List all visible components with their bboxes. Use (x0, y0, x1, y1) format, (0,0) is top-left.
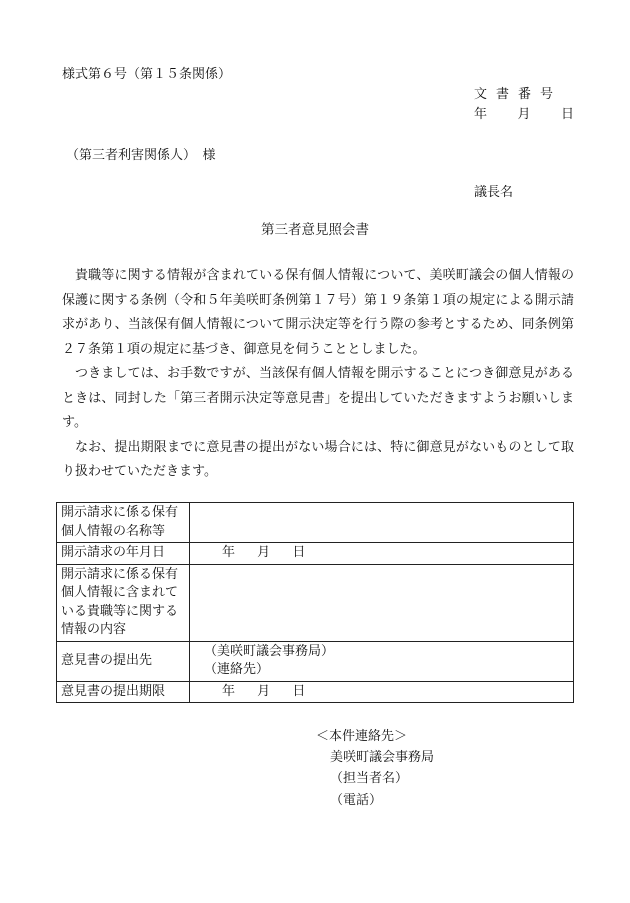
body-paragraph-1: 貴職等に関する情報が含まれている保有個人情報について、美咲町議会の個人情報の保護に関する条例（令和５年美咲町条例第１７号）第１９条第１項の規定による開示請求があり、当該保有個人情報について開示決定等を行う際の参考とするため、同条例第２７条第１項の規定に基づき、御意見を伺うこととしました。 (62, 268, 574, 357)
date-day: 日 (560, 107, 574, 122)
submit-to-contact: （連絡先） (204, 662, 270, 677)
date-month: 月 (517, 107, 531, 122)
table-value-deadline (190, 681, 574, 703)
body-paragraph-2: つきましては、お手数ですが、当該保有個人情報を開示することにつき御意見があるときは、同封した「第三者開示決定等意見書」を提出していただきますようお願いします。 (62, 366, 574, 430)
document-number: 文書番号 (474, 87, 563, 102)
submit-to-office: （美咲町議会事務局） (204, 643, 335, 659)
table-label-deadline: 意見書の提出期限 (57, 681, 190, 703)
document-date (474, 108, 574, 121)
table-row (57, 503, 574, 543)
deadline-year: 年 (222, 683, 236, 699)
table-value-request-date (190, 543, 574, 565)
document-title: 第三者意見照会書 (261, 222, 369, 238)
sender-name: 議長名 (474, 185, 514, 200)
contact-phone: （電話） (330, 793, 383, 808)
contact-organization: 美咲町議会事務局 (330, 750, 435, 765)
table-label-record-name: 開示請求に係る保有個人情報の名称等 (57, 503, 190, 543)
request-date-year: 年 (222, 545, 236, 560)
deadline-day: 日 (292, 683, 306, 699)
table-label-request-date: 開示請求の年月日 (57, 543, 190, 565)
request-date-day: 日 (292, 545, 306, 560)
table-label-info-content: 開示請求に係る保有個人情報に含まれている貴職等に関する情報の内容 (57, 564, 190, 641)
table-value-record-name (190, 503, 574, 543)
contact-person: （担当者名） (330, 771, 409, 786)
table-value-info-content (190, 564, 574, 641)
table-row (57, 681, 574, 703)
date-year: 年 (474, 107, 488, 122)
table-label-submit-to: 意見書の提出先 (57, 641, 190, 681)
info-table (56, 502, 574, 703)
contact-heading: ＜本件連絡先＞ (316, 729, 408, 744)
table-row (57, 543, 574, 565)
addressee: （第三者利害関係人） 様 (66, 148, 216, 163)
body-paragraph-3: なお、提出期限までに意見書の提出がない場合には、特に御意見がないものとして取り扱わせていただきます。 (62, 439, 574, 479)
table-row (57, 641, 574, 681)
table-value-submit-to (190, 641, 574, 681)
deadline-month: 月 (257, 683, 271, 699)
form-number: 様式第６号（第１５条関係） (62, 67, 232, 82)
body-text (62, 264, 574, 485)
request-date-month: 月 (257, 545, 271, 560)
table-row (57, 564, 574, 641)
